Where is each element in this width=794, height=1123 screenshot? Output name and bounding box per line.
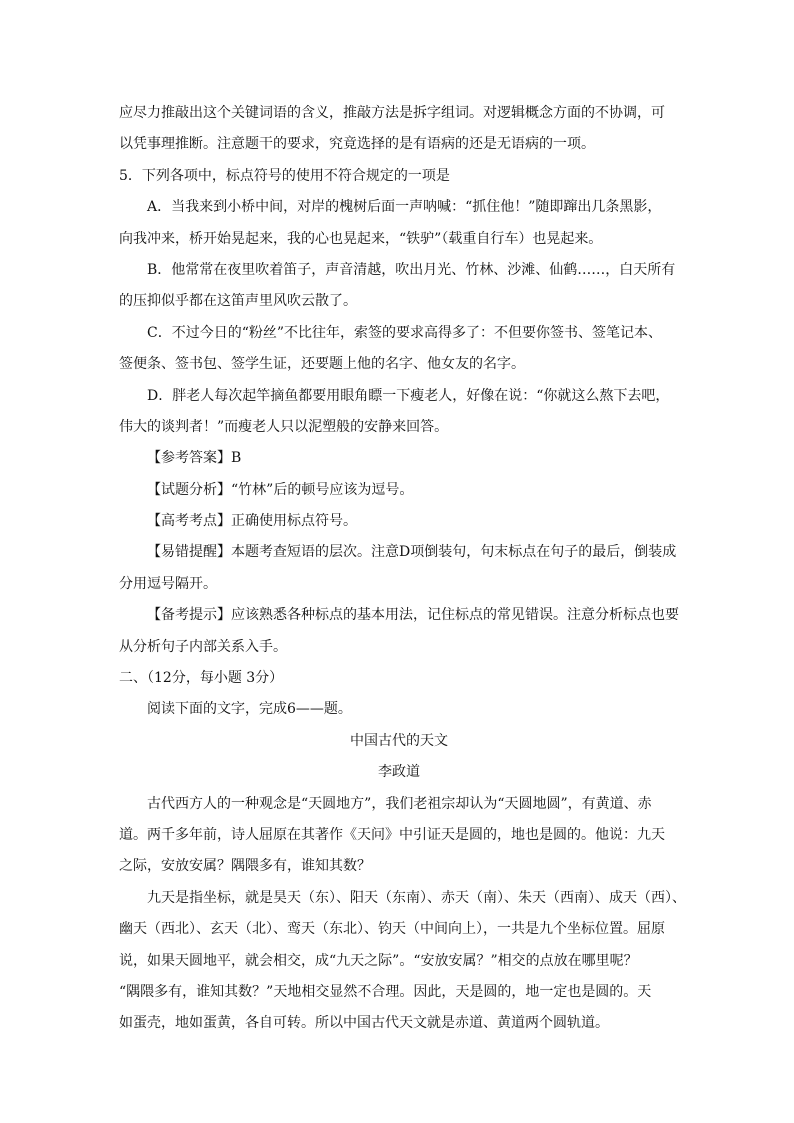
text-line: 幽天（西北）、玄天（北）、鸾天（东北）、钧天（中间向上），一共是九个坐标位置。屈原 [119,921,665,938]
text-line: 二、（12分，每小题 3分） [119,670,284,687]
text-line: “隅隈多有，谁知其数？”天地相交显然不合理。因此，天是圆的，地一定也是圆的。天 [119,983,652,1000]
text-line: 以凭事理推断。注意题干的要求，究竟选择的是有语病的还是无语病的一项。 [119,136,595,153]
text-line: 分用逗号隔开。 [119,575,217,592]
text-line: 伟大的谈判者！”而瘦老人只以泥塑般的安静来回答。 [119,418,449,435]
text-line: 的压抑似乎都在这笛声里风吹云散了。 [119,293,357,310]
heading-line: 中国古代的天文 [350,732,448,749]
text-line: 5．下列各项中，标点符号的使用不符合规定的一项是 [119,167,450,184]
text-line: C．不过今日的“粉丝”不比往年，索签的要求高得多了：不但要你签书、签笔记本、 [147,324,663,341]
text-line: 阅读下面的文字，完成6——题。 [147,701,352,718]
text-line: 如蛋壳，地如蛋黄，各自可转。所以中国古代天文就是赤道、黄道两个圆轨道。 [119,1015,609,1032]
document-body [119,98,686,1040]
text-line: 说，如果天圆地平，就会相交，成“九天之际”。“安放安属？”相交的点放在哪里呢？ [119,952,638,969]
text-line: 【备考提示】应该熟悉各种标点的基本用法，记住标点的常见错误。注意分析标点也要 [147,607,679,624]
text-line: 九天是指坐标，就是昊天（东）、阳天（东南）、赤天（南）、朱天（西南）、成天（西）、 [147,889,686,906]
text-line: 【高考考点】正确使用标点符号。 [147,513,357,530]
text-line: 向我冲来，桥开始晃起来，我的心也晃起来，“铁驴”（载重自行车）也晃起来。 [119,230,603,247]
text-line: A．当我来到小桥中间，对岸的槐树后面一声呐喊：“抓住他！”随即蹿出几条黑影， [147,199,662,216]
text-line: 【易错提醒】本题考查短语的层次。注意D项倒装句，句末标点在句子的最后，倒装成 [147,544,677,561]
text-line: 应尽力推敲出这个关键词语的含义，推敲方法是拆字组词。对逻辑概念方面的不协调，可 [119,105,665,121]
text-line: 之际，安放安属？隅隈多有，谁知其数？ [119,858,371,875]
text-line: D．胖老人每次起竿摘鱼都要用眼角瞟一下瘦老人，好像在说：“你就这么熬下去吧， [147,387,670,404]
text-line: 【试题分析】“竹林”后的顿号应该为逗号。 [147,481,414,498]
text-line: 古代西方人的一种观念是“天圆地方”，我们老祖宗却认为“天圆地圆”，有黄道、赤 [147,795,652,812]
text-line: 签便条、签书包、签学生证，还要题上他的名字、他女友的名字。 [119,356,525,373]
text-line: 【参考答案】B [147,450,242,467]
heading-line: 李政道 [378,764,420,781]
text-line: 从分析句子内部关系入手。 [119,638,287,655]
text-line: 道。两千多年前，诗人屈原在其著作《天问》中引证天是圆的，地也是圆的。他说：九天 [119,826,665,843]
text-line: B．他常常在夜里吹着笛子，声音清越，吹出月光、竹林、沙滩、仙鹤……，白天所有 [147,261,676,278]
